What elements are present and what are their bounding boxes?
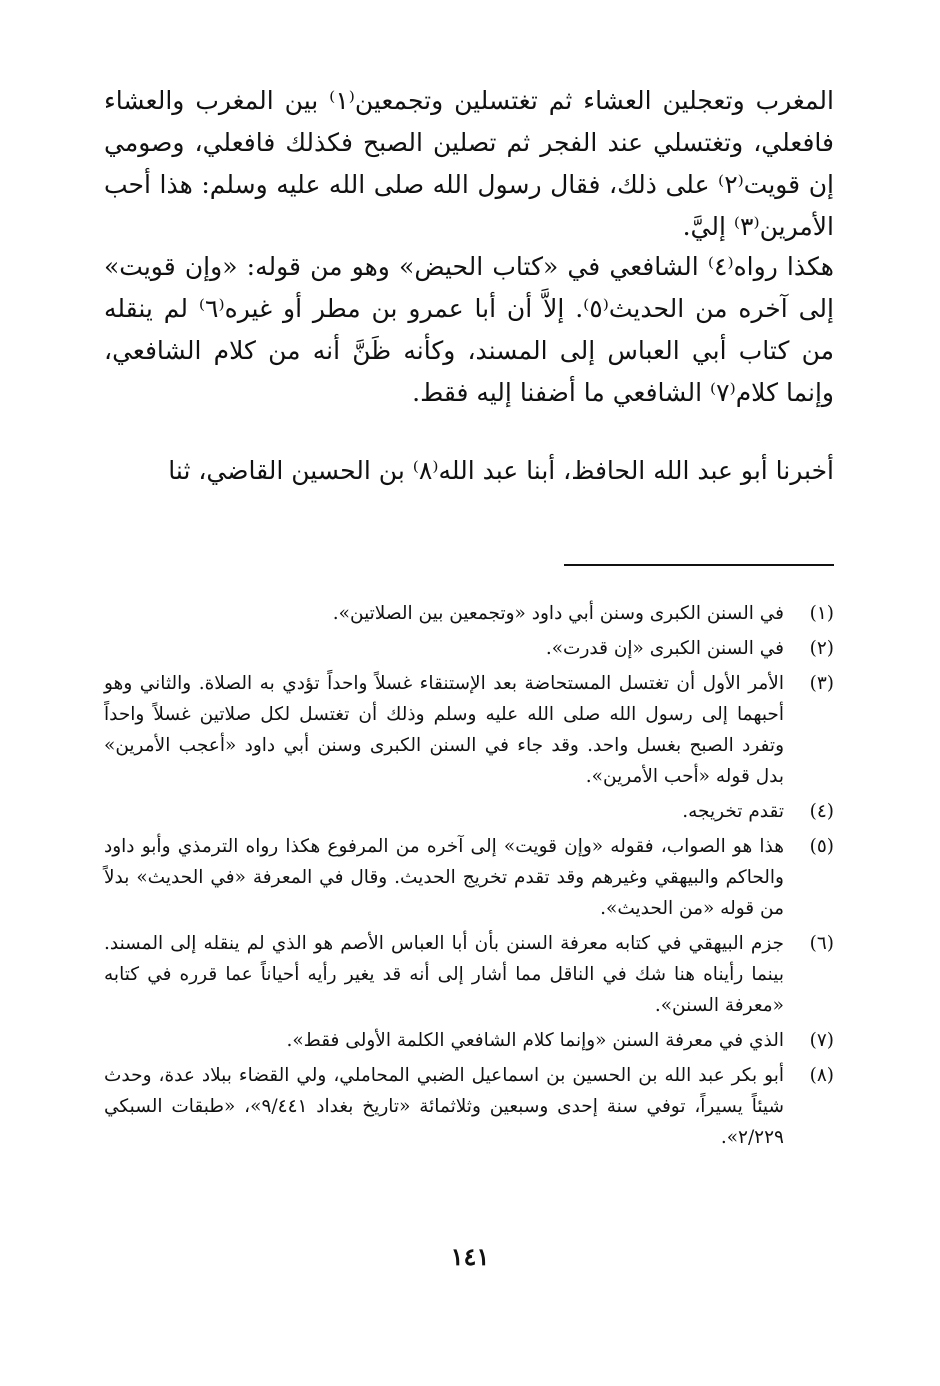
- footnote-number: (١): [809, 603, 834, 624]
- footnote-5: [104, 831, 834, 924]
- body-paragraph-2: هكذا رواه⁽٤⁾ الشافعي في «كتاب الحيض» وهو من قوله: «وإن قويت» إلى آخره من الحديث⁽٥⁾. إلاَّ أن أبا عمرو بن مطر أو غيره⁽٦⁾ لم ينقله من كتاب أبي العباس إلى المسند، وكأنه ظَنَّ أنه من كلام الشافعي، وإنما كلام⁽٧⁾ الشافعي ما أضفنا إليه فقط.: [104, 252, 834, 407]
- footnote-text: أبو بكر عبد الله بن الحسين بن اسماعيل الضبي المحاملي، ولي القضاء ببلاد عدة، وحدث شيئاً يسيراً، توفي سنة إحدى وسبعين وثلاثمائة «تاريخ بغداد ٩/٤٤١»، «طبقات السبكي ٢/٢٢٩».: [104, 1065, 784, 1148]
- footnote-3: [104, 668, 834, 792]
- page-number: ١٤١: [450, 1242, 490, 1271]
- footnote-6: [104, 928, 834, 1021]
- footnote-text: في السنن الكبرى «إن قدرت».: [545, 638, 784, 659]
- footnotes: [104, 598, 834, 1157]
- footnote-text: الأمر الأول أن تغتسل المستحاضة بعد الإستنقاء غسلاً واحداً تؤدي به الصلاة. والثاني وهو أحبهما إلى رسول الله صلى الله عليه وسلم وذلك أن تغتسل لكل صلاتين غسلاً واحداً وتفرد الصبح بغسل واحد. وقد جاء في السنن الكبرى وسنن أبي داود «أعجب الأمرين» بدل قوله «أحب الأمرين».: [104, 673, 784, 787]
- footnote-text: الذي في معرفة السنن «وإنما كلام الشافعي الكلمة الأولى فقط».: [286, 1030, 784, 1051]
- footnote-8: [104, 1060, 834, 1153]
- body-paragraph-1: المغرب وتعجلين العشاء ثم تغتسلين وتجمعين⁽١⁾ بين المغرب والعشاء فافعلي، وتغتسلي عند الفجر ثم تصلين الصبح فكذلك فافعلي، وصومي إن قويت⁽٢⁾ على ذلك، فقال رسول الله صلى الله عليه وسلم: هذا أحب الأمرين⁽٣⁾ إليَّ.: [104, 86, 834, 241]
- footnote-number: (٤): [809, 801, 834, 822]
- footnote-number: (٧): [809, 1030, 834, 1051]
- footnote-7: [104, 1025, 834, 1056]
- footnote-text: في السنن الكبرى وسنن أبي داود «وتجمعين بين الصلاتين».: [332, 603, 784, 624]
- footnote-4: [104, 796, 834, 827]
- footnote-text: هذا هو الصواب، فقوله «وإن قويت» إلى آخره من المرفوع هكذا رواه الترمذي وأبو داود والحاكم والبيهقي وغيرهم وقد تقدم تخريج الحديث. وقال في المعرفة «في الحديث» بدلاً من قوله «من الحديث».: [104, 836, 784, 919]
- body-paragraph-3: أخبرنا أبو عبد الله الحافظ، أبنا عبد الله⁽٨⁾ بن الحسين القاضي، ثنا: [168, 456, 834, 485]
- footnote-number: (٢): [809, 638, 834, 659]
- footnote-2: [104, 633, 834, 664]
- footnote-number: (٥): [809, 836, 834, 857]
- footnote-number: (٣): [809, 673, 834, 694]
- footnote-number: (٦): [809, 933, 834, 954]
- footnote-1: [104, 598, 834, 629]
- footnote-text: جزم البيهقي في كتابه معرفة السنن بأن أبا العباس الأصم هو الذي لم ينقله إلى المسند. بينما رأيناه هنا شك في الناقل مما أشار إلى أنه قد يغير رأيه أحياناً عما قرره في كتابه «معرفة السنن».: [104, 933, 784, 1016]
- footnote-text: تقدم تخريجه.: [682, 801, 784, 822]
- footnote-separator: [564, 564, 834, 566]
- footnote-number: (٨): [809, 1065, 834, 1086]
